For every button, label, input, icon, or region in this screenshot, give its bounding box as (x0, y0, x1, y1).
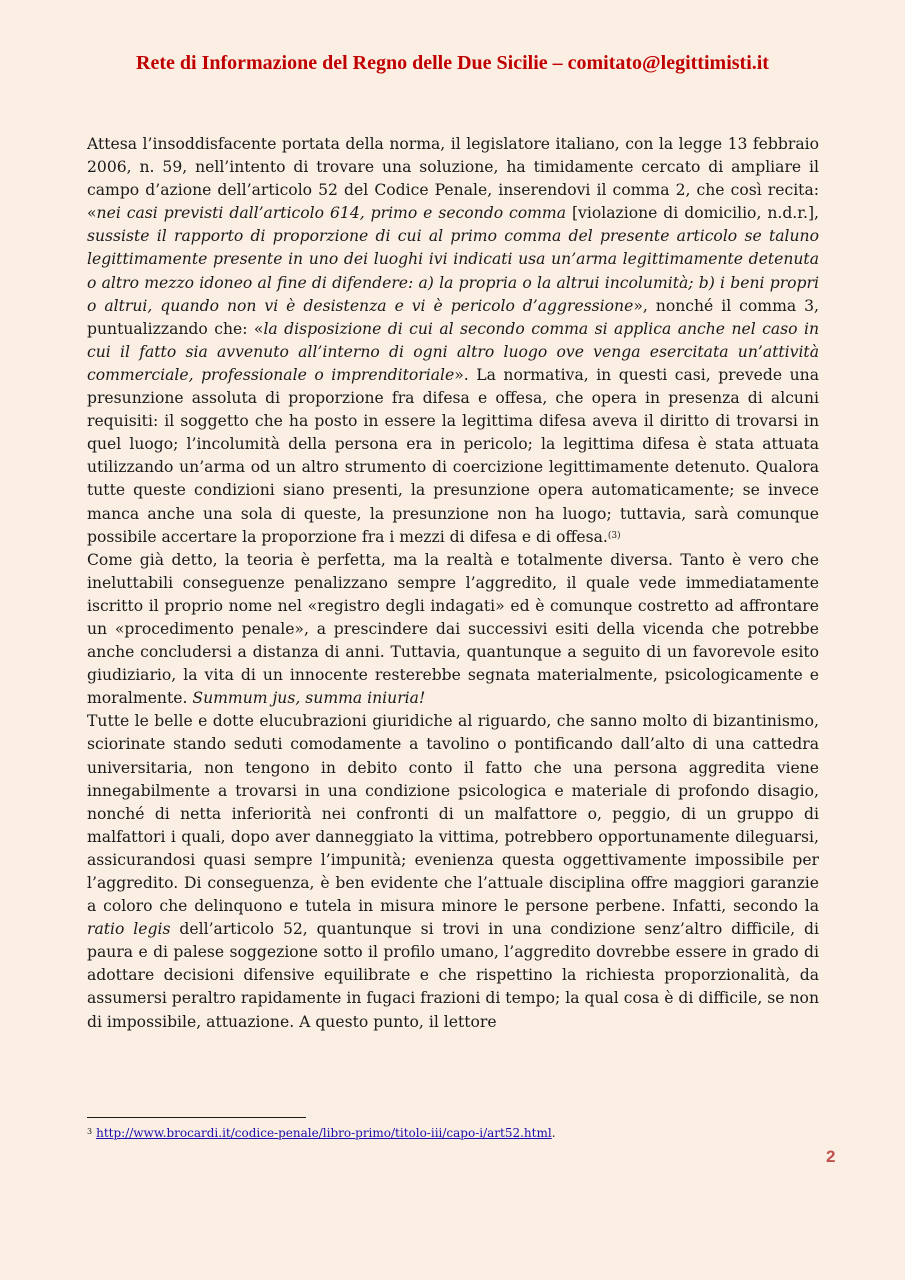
footnote-number: 3 (87, 1127, 93, 1136)
footnote-link[interactable]: http://www.brocardi.it/codice-penale/libro-primo/titolo-iii/capo-i/art52.html (96, 1126, 552, 1140)
footnote (87, 1126, 819, 1140)
paragraph-2 (87, 549, 819, 711)
paragraph-1 (87, 133, 819, 549)
text-run: dell’articolo 52, quantunque si trovi in una condizione senz’altro difficile, di paura e di palese soggezione sotto il profilo umano, l’aggredito dovrebbe essere in grado di adottare decisioni difensive equilibrate e che rispettino la richiesta proporzionalità, da assumersi peraltro rapidamente in fugaci frazioni di tempo; la qual cosa è di difficile, se non di impossibile, attuazione. A questo punto, il lettore (87, 920, 819, 1031)
document-body (87, 133, 819, 1034)
italic-quote: nei casi previsti dall’articolo 614, primo e secondo comma (96, 204, 567, 223)
page-header: Rete di Informazione del Regno delle Due Sicilie – comitato@legittimisti.it (136, 52, 769, 74)
footnote-reference[interactable]: (3) (607, 530, 621, 541)
text-run: Attesa l’insoddisfacente portata della norma, il legislatore italiano, con la legge 13 febbraio 2006, n. 59, nell’intento di trovare una soluzione, ha timidamente cercato di ampliare il campo d’azione dell’articolo 52 del Codice Penale, inserendovi il comma 2, che così recita: « (87, 135, 819, 223)
italic-quote: la disposizione di cui al secondo comma si applica anche nel caso in cui il fatto sia avvenuto all’interno di ogni altro luogo ove venga esercitata un’attività commerciale, professionale o imprenditoriale (87, 319, 820, 384)
italic-latin-phrase: ratio legis (87, 920, 171, 939)
italic-latin-phrase: Summum jus, summa iniuria! (192, 689, 426, 708)
text-run: », nonché il comma 3, puntualizzando che: « (87, 296, 819, 338)
paragraph-3 (87, 710, 819, 1033)
text-run: ». La normativa, in questi casi, prevede una presunzione assoluta di proporzione fra difesa e offesa, che opera in presenza di alcuni requisiti: il soggetto che ha posto in essere la legittima difesa aveva il diritto di trovarsi in quel luogo; l’incolumità della persona era in pericolo; la legittima difesa è stata attuata utilizzando un’arma od un altro strumento di coercizione legittimamente detenuto. Qualora tutte queste condizioni siano presenti, la presunzione opera automaticamente; se invece manca anche una sola di queste, la presunzione non ha luogo; tuttavia, sarà comunque possibile accertare la proporzione fra i mezzi di difesa e di offesa. (87, 365, 819, 546)
italic-quote: sussiste il rapporto di proporzione di cui al primo comma del presente articolo se taluno legittimamente presente in uno dei luoghi ivi indicati usa un’arma legittimamente detenuta o altro mezzo idoneo al fine di difendere: a) la propria o la altrui incolumità; b) i beni propri o altrui, quando non vi è desistenza e vi è pericolo d’aggressione (87, 227, 819, 315)
text-run: Tutte le belle e dotte elucubrazioni giuridiche al riguardo, che sanno molto di bizantinismo, sciorinate stando seduti comodamente a tavolino o pontificando dall’alto di una cattedra universitaria, non tengono in debito conto il fatto che una persona aggredita viene innegabilmente a trovarsi in una condizione psicologica e materiale di profondo disagio, nonché di netta inferiorità nei confronti di un malfattore o, peggio, di un gruppo di malfattori i quali, dopo aver danneggiato la vittima, potrebbero opportunamente dileguarsi, assicurandosi quasi sempre l’impunità; evenienza questa oggettivamente impossibile per l’aggredito. Di conseguenza, è ben evidente che l’attuale disciplina offre maggiori garanzie a coloro che delinquono e tutela in misura minore le persone perbene. Infatti, secondo la (87, 712, 819, 916)
footnote-separator (87, 1117, 306, 1118)
page-number: 2 (826, 1147, 836, 1166)
text-run: Come già detto, la teoria è perfetta, ma la realtà e totalmente diversa. Tanto è vero che ineluttabili conseguenze penalizzano sempre l’aggredito, il quale vede immediatamente iscritto il proprio nome nel «registro degli indagati» ed è comunque costretto ad affrontare un «procedimento penale», a prescindere dai successivi esiti della vicenda che potrebbe anche concludersi a distanza di anni. Tuttavia, quantunque a seguito di un favorevole esito giudiziario, la vita di un innocente resterebbe segnata materialmente, psicologicamente e moralmente. (87, 550, 819, 708)
footnote-trail: . (551, 1126, 556, 1140)
text-run: [violazione di domicilio, n.d.r.], (566, 204, 820, 223)
